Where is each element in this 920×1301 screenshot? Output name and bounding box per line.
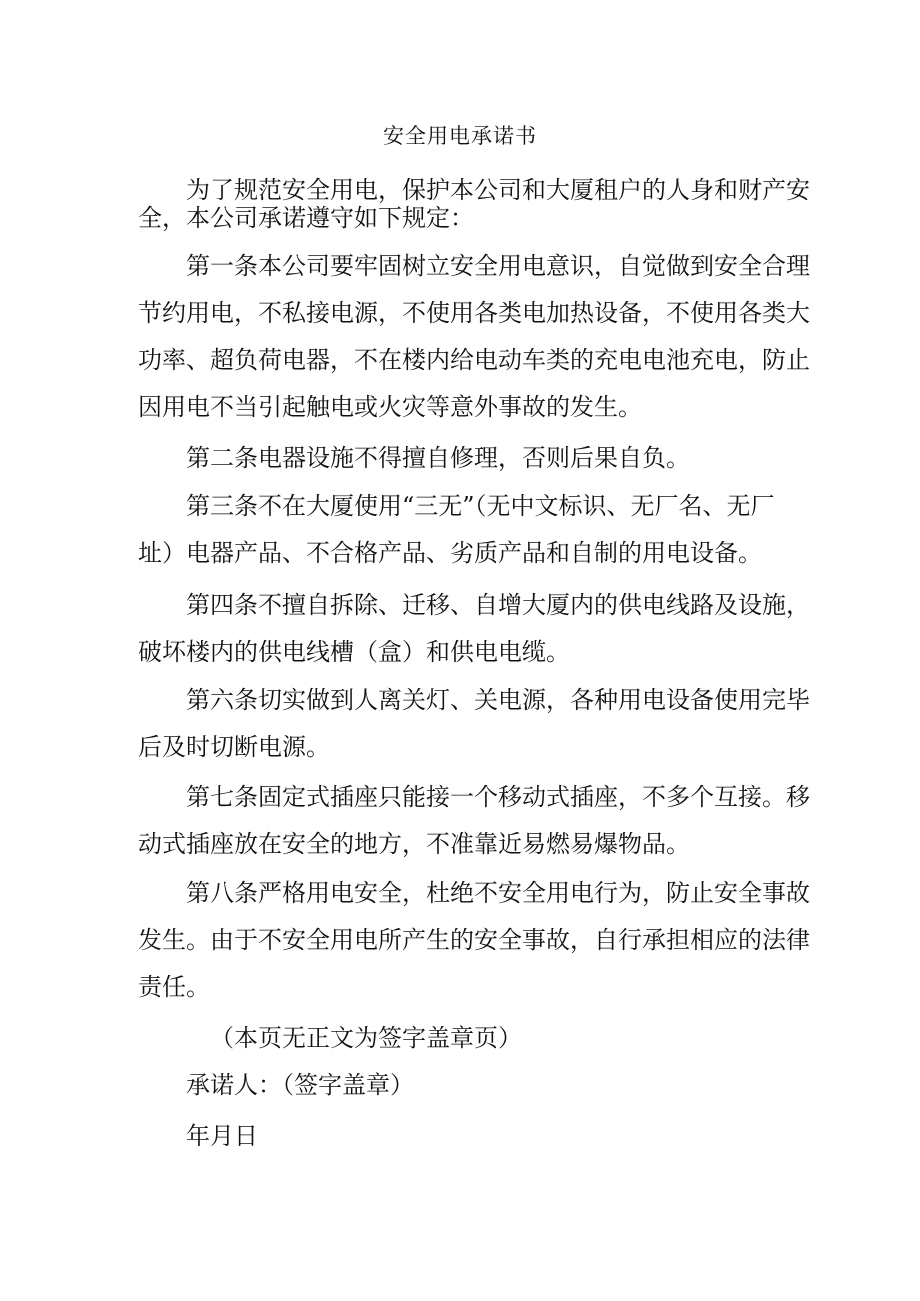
document-title: 安全用电承诺书 xyxy=(383,124,537,148)
date-line: 年月日 xyxy=(186,1122,258,1150)
article-1-line-3: 功率、超负荷电器，不在楼内给电动车类的充电电池充电，防止 xyxy=(138,346,810,374)
intro-line-2: 全，本公司承诺遵守如下规定： xyxy=(138,204,474,232)
article-8-line-3: 责任。 xyxy=(138,973,210,1001)
article-3-line-2: 址）电器产品、不合格产品、劣质产品和自制的用电设备。 xyxy=(138,539,762,567)
signatory-line: 承诺人：（签字盖章） xyxy=(186,1071,414,1099)
article-1-line-1: 第一条本公司要牢固树立安全用电意识，自觉做到安全合理 xyxy=(186,252,810,280)
article-1-line-4: 因用电不当引起触电或火灾等意外事故的发生。 xyxy=(138,393,642,421)
article-4-line-1: 第四条不擅自拆除、迁移、自增大厦内的供电线路及设施， xyxy=(186,591,810,619)
article-6-line-2: 后及时切断电源。 xyxy=(138,733,330,761)
article-4-line-2: 破坏楼内的供电线槽（盒）和供电电缆。 xyxy=(138,638,570,666)
article-7-line-1: 第七条固定式插座只能接一个移动式插座，不多个互接。移 xyxy=(186,783,810,811)
article-8-line-2: 发生。由于不安全用电所产生的安全事故，自行承担相应的法律 xyxy=(138,926,810,954)
intro-line-1: 为了规范安全用电，保护本公司和大厦租户的人身和财产安 xyxy=(186,176,810,204)
article-2-line-1: 第二条电器设施不得擅自修理，否则后果自负。 xyxy=(186,444,690,472)
article-8-line-1: 第八条严格用电安全，杜绝不安全用电行为，防止安全事故 xyxy=(186,879,810,907)
article-1-line-2: 节约用电，不私接电源，不使用各类电加热设备，不使用各类大 xyxy=(138,299,810,327)
article-3-line-1: 第三条不在大厦使用“三无”（无中文标识、无厂名、无厂 xyxy=(186,492,775,520)
signature-page-note: （本页无正文为签字盖章页） xyxy=(210,1024,522,1052)
article-7-line-2: 动式插座放在安全的地方，不准靠近易燃易爆物品。 xyxy=(138,830,690,858)
article-6-line-1: 第六条切实做到人离关灯、关电源，各种用电设备使用完毕 xyxy=(186,686,810,714)
